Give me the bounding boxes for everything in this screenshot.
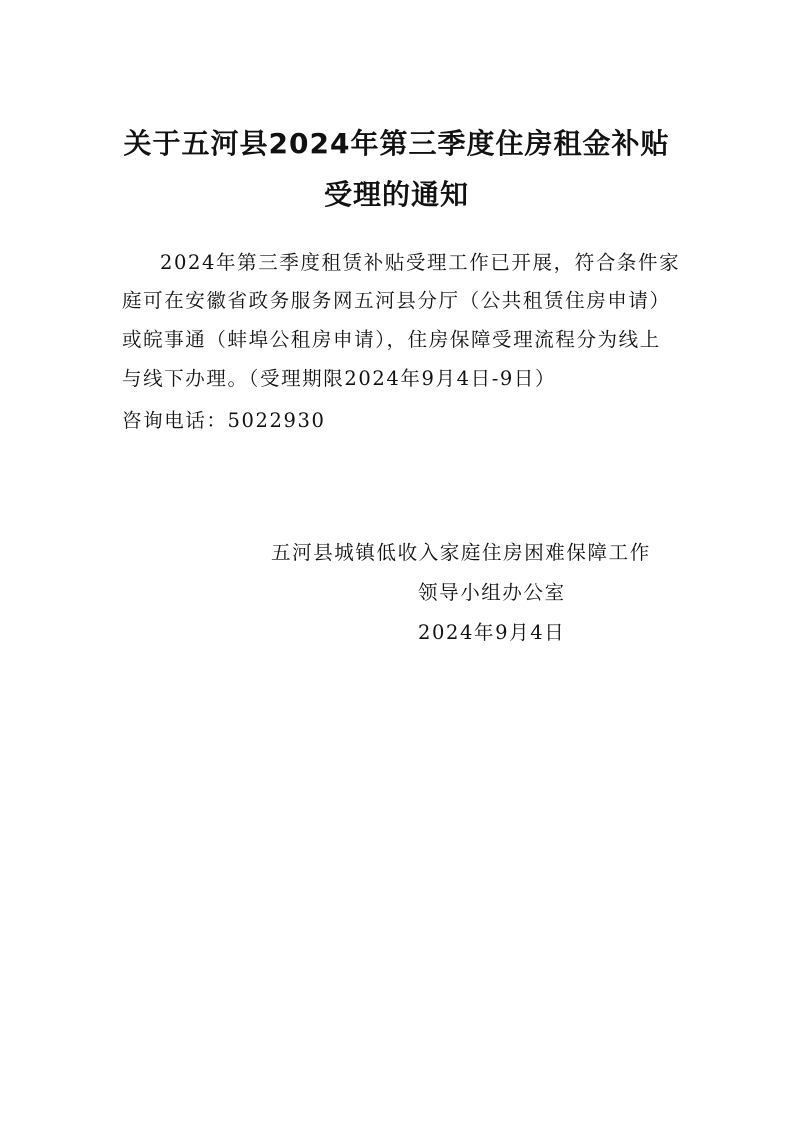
body-paragraph-line-2: 庭可在安徽省政务服务网五河县分厅（公共租赁住房申请） [122,289,671,312]
consultation-phone: 咨询电话：5022930 [122,409,326,432]
body-paragraph-line-3: 或皖事通（蚌埠公租房申请），住房保障受理流程分为线上 [122,328,661,351]
issuing-organization-line-1: 五河县城镇低收入家庭住房困难保障工作 [271,541,651,564]
document-title-line-2: 受理的通知 [323,178,469,211]
document-title-line-1: 关于五河县2024年第三季度住房租金补贴 [123,127,670,160]
body-paragraph-line-1: 2024年第三季度租赁补贴受理工作已开展，符合条件家 [160,251,681,274]
issuing-organization-line-2: 领导小组办公室 [418,581,566,604]
issue-date: 2024年9月4日 [418,621,566,644]
body-paragraph-line-4: 与线下办理。（受理期限2024年9月4日-9日） [122,367,557,390]
